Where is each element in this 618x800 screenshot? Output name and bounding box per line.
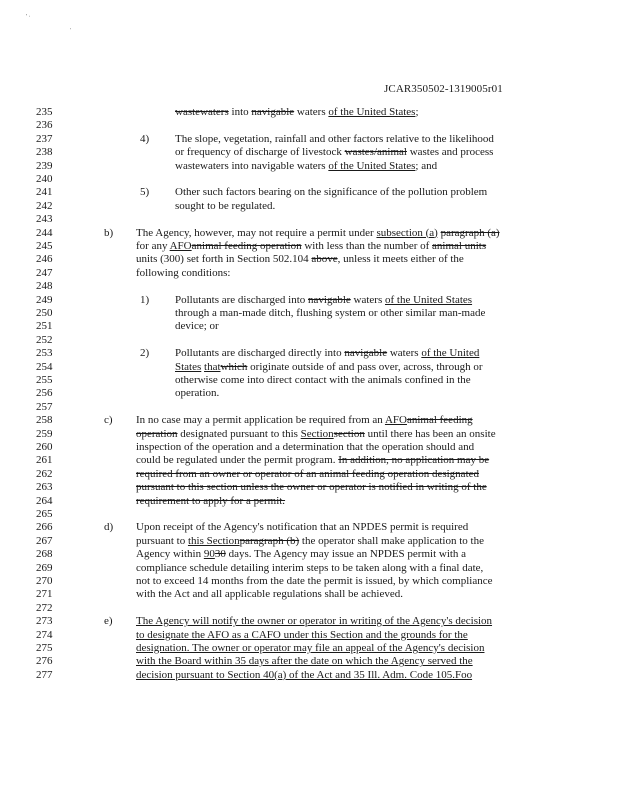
inserted-text: 90 <box>203 548 215 561</box>
text-run: originate outside of and pass over, across, through or <box>247 360 483 373</box>
text-run: Other such factors bearing on the significance of the pollution problem <box>175 186 488 199</box>
text-run: pursuant to <box>136 534 188 547</box>
line-number: 269 <box>36 561 53 574</box>
document-line <box>0 213 618 226</box>
document-line <box>0 361 618 374</box>
line-number: 245 <box>36 240 53 252</box>
document-line <box>0 615 618 628</box>
line-number: 262 <box>36 467 53 480</box>
line-text <box>175 186 487 199</box>
text-run: waters <box>294 106 329 118</box>
deleted-text: required from an owner or operator of an animal feeding operation designated <box>136 467 480 480</box>
line-text <box>175 307 485 320</box>
deleted-text: operation <box>136 427 178 440</box>
text-run: into <box>228 106 252 118</box>
line-number: 253 <box>36 347 53 360</box>
deleted-text: In addition, no application may be <box>338 454 490 467</box>
document-line <box>0 173 618 186</box>
deleted-text: above <box>311 253 338 266</box>
document-line <box>0 669 618 682</box>
document-line <box>0 414 618 427</box>
line-text <box>175 320 219 333</box>
line-text <box>136 588 403 601</box>
inserted-text: AFO <box>169 240 192 252</box>
text-run: The slope, vegetation, rainfall and other factors relative to the likelihood <box>175 132 494 145</box>
line-number: 246 <box>36 253 53 266</box>
document-line <box>0 548 618 561</box>
text-run: with less than the number of <box>301 240 433 252</box>
line-text <box>136 642 484 655</box>
text-run: Pollutants are discharged directly into <box>175 347 345 360</box>
deleted-text: wastes/animal <box>344 146 407 159</box>
line-number: 241 <box>36 186 53 199</box>
document-line <box>0 119 618 132</box>
text-run: through a man-made ditch, flushing system or other similar man-made <box>175 307 486 319</box>
line-text <box>136 575 493 588</box>
document-line <box>0 521 618 534</box>
text-run: could be regulated under the permit program. <box>136 454 339 467</box>
document-line <box>0 267 618 280</box>
text-run: units (300) set forth in Section 502.104 <box>136 253 312 266</box>
line-number: 236 <box>36 119 53 132</box>
inserted-text: AFO <box>384 414 407 427</box>
inserted-text: to designate the AFO as a CAFO under this Section and the grounds for the <box>136 628 468 641</box>
line-number: 252 <box>36 333 53 346</box>
document-line <box>0 428 618 441</box>
line-text <box>175 146 493 159</box>
line-text <box>175 387 219 400</box>
line-number: 259 <box>36 427 53 440</box>
line-text <box>175 374 471 387</box>
document-line <box>0 655 618 668</box>
text-run: inspection of the operation and a determination that the operation should and <box>136 441 475 453</box>
line-text <box>136 669 472 682</box>
document-line <box>0 160 618 173</box>
document-line <box>0 320 618 333</box>
list-label: e) <box>104 615 113 628</box>
line-number: 251 <box>36 320 53 333</box>
document-line <box>0 186 618 199</box>
inserted-text: of the United <box>421 347 480 360</box>
line-text <box>175 347 479 360</box>
deleted-text: wastewaters <box>175 106 229 118</box>
line-number: 263 <box>36 481 53 494</box>
document-line <box>0 240 618 253</box>
line-text <box>136 615 492 628</box>
line-text <box>175 361 483 374</box>
line-text <box>136 495 285 508</box>
inserted-text: of the United States <box>328 106 416 118</box>
line-number: 275 <box>36 642 53 654</box>
line-text <box>136 481 487 494</box>
line-number: 256 <box>36 387 53 400</box>
deleted-text: navigable <box>251 106 295 118</box>
document-line <box>0 629 618 642</box>
text-run: The Agency, however, may not require a permit under <box>136 226 377 239</box>
document-line <box>0 575 618 588</box>
deleted-text: navigable <box>308 293 351 306</box>
line-number: 257 <box>36 400 53 413</box>
inserted-text: designation. The owner or operator may file an appeal of the Agency's decision <box>136 642 485 654</box>
text-run: ; <box>415 106 419 118</box>
deleted-text: section <box>333 427 365 440</box>
document-line <box>0 294 618 307</box>
line-number: 250 <box>36 307 53 319</box>
text-run: days. The Agency may issue an NPDES permit with a <box>225 548 467 561</box>
document-line <box>0 441 618 454</box>
document-line <box>0 374 618 387</box>
document-line <box>0 253 618 266</box>
text-run: sought to be regulated. <box>175 199 276 212</box>
deleted-text: 30 <box>214 548 226 561</box>
document-line <box>0 227 618 240</box>
line-text <box>136 454 489 467</box>
text-run: wastewaters into navigable waters <box>175 159 329 172</box>
inserted-text: with the Board within 35 days after the date on which the Agency served the <box>136 655 473 668</box>
line-number: 260 <box>36 441 53 453</box>
line-text <box>136 253 464 266</box>
line-text <box>136 655 473 668</box>
line-number: 237 <box>36 132 53 145</box>
line-number: 249 <box>36 293 53 306</box>
line-text <box>136 468 479 481</box>
line-text <box>136 267 230 280</box>
text-run: ; and <box>415 159 438 172</box>
inserted-text: of the United States <box>384 293 473 306</box>
line-number: 267 <box>36 534 53 547</box>
list-label: 1) <box>140 293 150 306</box>
line-text <box>136 548 466 561</box>
deleted-text: paragraph (b) <box>239 534 300 547</box>
line-number: 239 <box>36 159 53 172</box>
text-run: Upon receipt of the Agency's notification that an NPDES permit is required <box>136 521 469 534</box>
document-header-code: JCAR350502-1319005r01 <box>384 83 503 95</box>
text-run: or frequency of discharge of livestock <box>175 146 345 159</box>
line-number: 265 <box>36 508 53 520</box>
list-label: 5) <box>140 186 150 199</box>
document-line <box>0 481 618 494</box>
document-line <box>0 588 618 601</box>
document-line <box>0 602 618 615</box>
text-run: In no case may a permit application be required from an <box>136 414 385 427</box>
deleted-text: which <box>220 360 248 373</box>
line-number: 274 <box>36 628 53 641</box>
line-text <box>136 629 468 642</box>
document-line <box>0 468 618 481</box>
line-text <box>136 240 486 253</box>
text-run: compliance schedule detailing interim steps to be taken along with a final date, <box>136 561 484 574</box>
text-run: otherwise come into direct contact with the animals confined in the <box>175 374 471 386</box>
line-number: 277 <box>36 668 53 681</box>
scan-speck: ' <box>70 28 72 34</box>
line-text <box>136 414 473 427</box>
line-number: 235 <box>36 106 53 118</box>
inserted-text: The Agency will notify the owner or operator in writing of the Agency's decision <box>136 615 493 628</box>
inserted-text: subsection (a) <box>376 226 438 239</box>
line-number: 271 <box>36 588 53 601</box>
line-text <box>136 562 483 575</box>
inserted-text: this Section <box>187 534 240 547</box>
deleted-text: animal feeding <box>406 414 473 427</box>
deleted-text: animal units <box>432 240 487 252</box>
document-line <box>0 200 618 213</box>
text-run: the operator shall make application to the <box>299 534 484 547</box>
document-line <box>0 401 618 414</box>
line-text <box>136 428 496 441</box>
document-line <box>0 133 618 146</box>
line-number: 273 <box>36 615 53 628</box>
line-text <box>175 133 494 146</box>
line-number: 242 <box>36 199 53 212</box>
line-number: 247 <box>36 266 53 279</box>
document-line <box>0 334 618 347</box>
deleted-text: requirement to apply for a permit. <box>136 494 286 507</box>
text-run: waters <box>350 293 385 306</box>
line-number: 258 <box>36 414 53 427</box>
document-line <box>0 106 618 119</box>
deleted-text: navigable <box>344 347 388 360</box>
document-line <box>0 508 618 521</box>
line-number: 254 <box>36 360 53 373</box>
deleted-text: pursuant to this section unless the owner or operator is notified in writing of the <box>136 481 487 494</box>
document-line <box>0 535 618 548</box>
text-run: not to exceed 14 months from the date the permit is issued, by which compliance <box>136 575 493 587</box>
text-run: waters <box>387 347 422 360</box>
text-run: following conditions: <box>136 266 231 279</box>
line-number: 238 <box>36 146 53 159</box>
line-number: 266 <box>36 521 53 534</box>
document-line <box>0 280 618 293</box>
text-run: with the Act and all applicable regulations shall be achieved. <box>136 588 403 601</box>
list-label: d) <box>104 521 114 534</box>
text-run: device; or <box>175 320 219 333</box>
document-line <box>0 642 618 655</box>
line-text <box>136 535 484 548</box>
document-line <box>0 347 618 360</box>
line-number: 255 <box>36 374 53 386</box>
inserted-text: States <box>175 360 202 373</box>
list-label: b) <box>104 226 114 239</box>
line-text <box>136 521 468 534</box>
line-text <box>175 200 275 213</box>
line-number: 244 <box>36 226 53 239</box>
text-run: operation. <box>175 387 220 400</box>
line-number: 276 <box>36 655 53 668</box>
inserted-text: Section <box>300 427 334 440</box>
document-line <box>0 562 618 575</box>
text-run: for any <box>136 240 170 252</box>
text-run: Agency within <box>136 548 204 561</box>
line-number: 248 <box>36 280 53 293</box>
deleted-text: paragraph (a) <box>440 226 500 239</box>
document-line <box>0 454 618 467</box>
text-run: designated pursuant to this <box>177 427 301 440</box>
text-run: , unless it meets either of the <box>337 253 464 266</box>
line-text <box>175 106 419 119</box>
document-line <box>0 146 618 159</box>
document-line <box>0 307 618 320</box>
text-run: Pollutants are discharged into <box>175 293 308 306</box>
line-number: 270 <box>36 575 53 587</box>
line-text <box>136 441 474 454</box>
line-text <box>175 294 472 307</box>
line-text <box>136 227 500 240</box>
scan-speck: ' · <box>26 14 31 20</box>
deleted-text: animal feeding operation <box>191 240 302 252</box>
line-number: 272 <box>36 601 53 614</box>
inserted-text: decision pursuant to Section 40(a) of the Act and 35 Ill. Adm. Code 105.Foo <box>136 668 473 681</box>
document-line <box>0 387 618 400</box>
line-number: 264 <box>36 494 53 507</box>
text-run: wastes and process <box>406 146 494 159</box>
inserted-text: of the United States <box>328 159 416 172</box>
line-number: 261 <box>36 454 53 467</box>
text-run: until there has been an onsite <box>364 427 496 440</box>
document-line <box>0 495 618 508</box>
line-number: 268 <box>36 548 53 561</box>
list-label: c) <box>104 414 113 427</box>
list-label: 4) <box>140 132 150 145</box>
line-number: 240 <box>36 173 53 185</box>
line-number: 243 <box>36 213 53 226</box>
line-text <box>175 160 437 173</box>
list-label: 2) <box>140 347 150 360</box>
inserted-text: that <box>204 360 221 373</box>
